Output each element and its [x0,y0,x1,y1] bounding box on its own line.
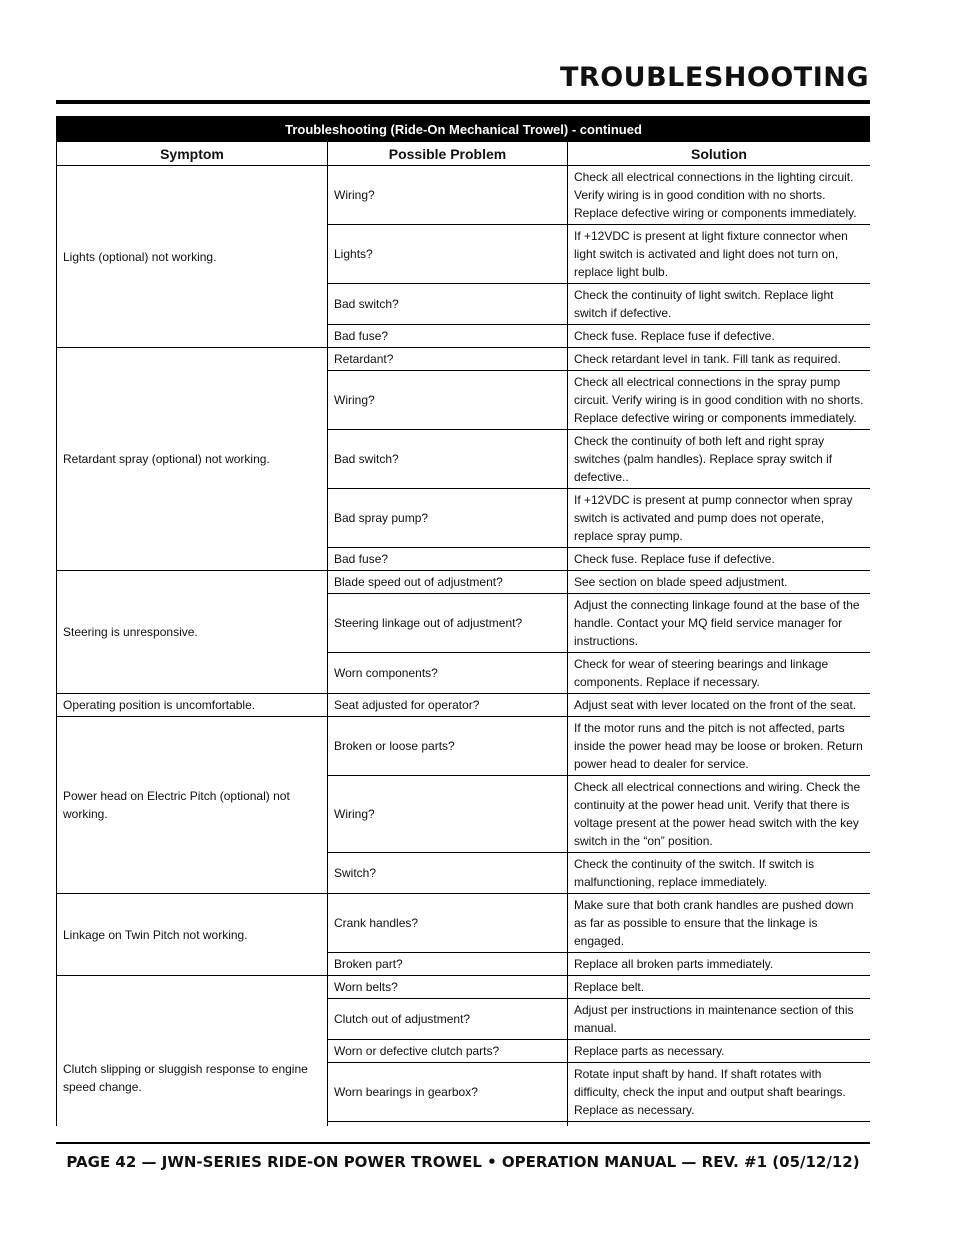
symptom-cell: Lights (optional) not working. [57,166,328,348]
solution-cell: If +12VDC is present at light fixture connector when light switch is activated and light does not turn on, replace light bulb. [568,225,871,284]
problem-cell: Worn components? [328,653,568,694]
solution-cell [568,1122,871,1127]
problem-cell: Bad fuse? [328,548,568,571]
table-row [57,571,871,594]
symptom-cell: Retardant spray (optional) not working. [57,348,328,571]
header-possible-problem: Possible Problem [328,142,568,166]
solution-cell: Replace belt. [568,976,871,999]
symptom-cell: Linkage on Twin Pitch not working. [57,894,328,976]
symptom-cell: Steering is unresponsive. [57,571,328,694]
problem-cell: Broken or loose parts? [328,717,568,776]
problem-cell: Wiring? [328,371,568,430]
table-row [57,166,871,225]
solution-cell: Check the continuity of the switch. If switch is malfunctioning, replace immediately. [568,853,871,894]
solution-cell: Check the continuity of light switch. Replace light switch if defective. [568,284,871,325]
solution-cell: Rotate input shaft by hand. If shaft rotates with difficulty, check the input and output shaft bearings. Replace as necessary. [568,1063,871,1122]
problem-cell: Switch? [328,853,568,894]
problem-cell: Blade speed out of adjustment? [328,571,568,594]
solution-cell: Check for wear of steering bearings and linkage components. Replace if necessary. [568,653,871,694]
solution-cell: See section on blade speed adjustment. [568,571,871,594]
solution-cell: Adjust the connecting linkage found at the base of the handle. Contact your MQ field service manager for instructions. [568,594,871,653]
table-row [57,717,871,776]
page-footer: PAGE 42 — JWN-SERIES RIDE-ON POWER TROWEL • OPERATION MANUAL — REV. #1 (05/12/12) [66,1153,860,1171]
problem-cell: Worn or defective clutch parts? [328,1040,568,1063]
problem-cell: Broken part? [328,953,568,976]
problem-cell: Worn bearings in gearbox? [328,1063,568,1122]
table-row [57,894,871,953]
solution-cell: Adjust per instructions in maintenance section of this manual. [568,999,871,1040]
header-solution: Solution [568,142,871,166]
solution-cell: Check fuse. Replace fuse if defective. [568,325,871,348]
problem-cell: Lights? [328,225,568,284]
problem-cell: Steering linkage out of adjustment? [328,594,568,653]
solution-cell: Make sure that both crank handles are pushed down as far as possible to ensure that the linkage is engaged. [568,894,871,953]
solution-cell: Replace all broken parts immediately. [568,953,871,976]
solution-cell: Check fuse. Replace fuse if defective. [568,548,871,571]
problem-cell: Bad fuse? [328,325,568,348]
table-row [57,348,871,371]
problem-cell: Crank handles? [328,894,568,953]
solution-cell: Replace parts as necessary. [568,1040,871,1063]
problem-cell: Wiring? [328,776,568,853]
problem-cell [328,1122,568,1127]
problem-cell: Retardant? [328,348,568,371]
symptom-cell: Operating position is uncomfortable. [57,694,328,717]
troubleshooting-table-container [56,116,870,1126]
solution-cell: Check all electrical connections in the spray pump circuit. Verify wiring is in good condition with no shorts. Replace defective wiring or components immediately. [568,371,871,430]
solution-cell: If the motor runs and the pitch is not affected, parts inside the power head may be loose or broken. Return power head to dealer for service. [568,717,871,776]
problem-cell: Wiring? [328,166,568,225]
problem-cell: Bad switch? [328,284,568,325]
header-symptom: Symptom [57,142,328,166]
top-rule [56,100,870,104]
bottom-rule [56,1142,870,1144]
table-caption: Troubleshooting (Ride-On Mechanical Trowel) - continued [57,117,871,142]
problem-cell: Seat adjusted for operator? [328,694,568,717]
problem-cell: Bad spray pump? [328,489,568,548]
solution-cell: Check all electrical connections in the lighting circuit. Verify wiring is in good condition with no shorts. Replace defective wiring or components immediately. [568,166,871,225]
solution-cell: Check retardant level in tank. Fill tank as required. [568,348,871,371]
page-title: TROUBLESHOOTING [560,62,869,93]
solution-cell: Adjust seat with lever located on the front of the seat. [568,694,871,717]
table-row [57,694,871,717]
solution-cell: Check the continuity of both left and right spray switches (palm handles). Replace spray switch if defective.. [568,430,871,489]
problem-cell: Worn belts? [328,976,568,999]
table-body [57,166,871,1127]
problem-cell: Bad switch? [328,430,568,489]
symptom-cell: Power head on Electric Pitch (optional) not working. [57,717,328,894]
table-row [57,976,871,999]
troubleshooting-table [56,116,870,1126]
solution-cell: If +12VDC is present at pump connector when spray switch is activated and pump does not operate, replace spray pump. [568,489,871,548]
symptom-cell: Clutch slipping or sluggish response to engine speed change. [57,976,328,1127]
solution-cell: Check all electrical connections and wiring. Check the continuity at the power head unit. Verify that there is voltage present at the power head switch with the key switch in the “on” position. [568,776,871,853]
problem-cell: Clutch out of adjustment? [328,999,568,1040]
